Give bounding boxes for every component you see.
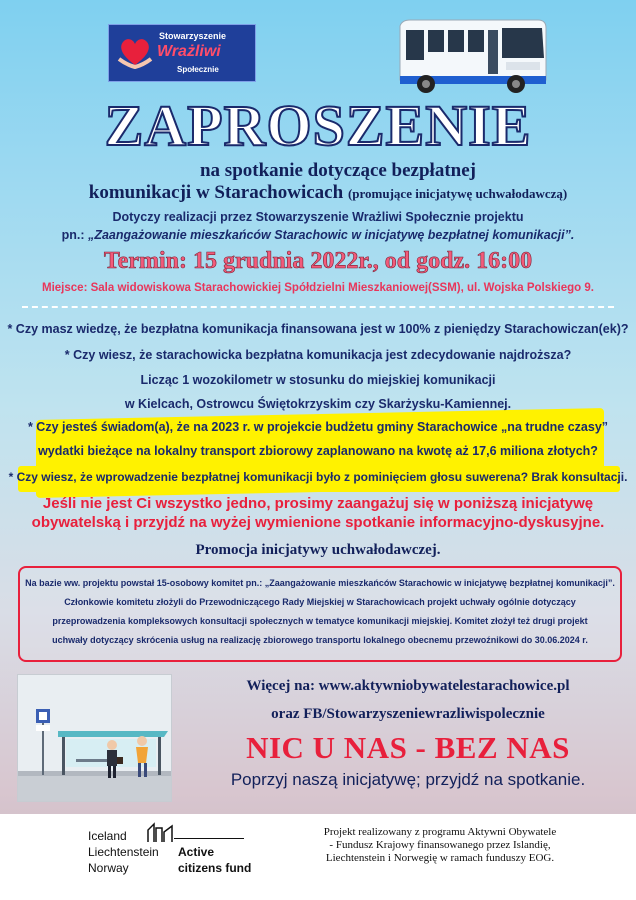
country-liechtenstein: Liechtenstein bbox=[88, 845, 159, 859]
project-line-2 bbox=[0, 228, 636, 242]
subtitle-main: komunikacji w Starachowicach bbox=[88, 182, 344, 203]
question-2-detail-2: w Kielcach, Ostrowcu Świętokrzyskim czy Skarżysku-Kamiennej. bbox=[124, 397, 512, 411]
box-line-3: przeprowadzenia kompleksowych konsultacji społecznych w tematyce komunikacji miejskiej. Komitet złożył też drugi projekt bbox=[52, 616, 588, 626]
funding-note-2: - Fundusz Krajowy finansowanego przez Islandię, bbox=[329, 839, 551, 851]
fund-line-1: Active bbox=[178, 845, 215, 859]
page-title: ZAPROSZENIE bbox=[104, 93, 532, 158]
subtitle-note: (promujące inicjatywę uchwałodawczą) bbox=[347, 186, 568, 201]
funding-note-1: Projekt realizowany z programu Aktywni Obywatele bbox=[323, 826, 557, 838]
fund-line-2: citizens fund bbox=[178, 861, 252, 875]
meeting-date: Termin: 15 grudnia 2022r., od godz. 16:00 bbox=[103, 248, 533, 274]
committee-info-box bbox=[18, 566, 622, 662]
box-line-4: uchwały dotyczący skrócenia usług na realizację zbiorowego transportu lokalnego obecnemu przewoźnikowi do 30.06.2024 r. bbox=[52, 635, 588, 645]
bus-stop-illustration bbox=[17, 674, 172, 802]
active-citizens-fund bbox=[178, 844, 251, 876]
bus-icon bbox=[396, 18, 548, 96]
project-line-1: Dotyczy realizacji przez Stowarzyszenie Wrażliwi Społecznie projektu bbox=[112, 210, 524, 224]
box-line-1: Na bazie ww. projektu powstał 15-osobowy komitet pn.: „Zaangażowanie mieszkańców Starachowic w inicjatywę bezpłatnej komunikacji”. bbox=[25, 578, 615, 588]
funding-note bbox=[290, 826, 590, 865]
logo-line-2: Wrażliwi bbox=[157, 43, 221, 60]
question-2-detail-1: Licząc 1 wozokilometr w stosunku do miejskiej komunikacji bbox=[140, 373, 496, 387]
eea-grants-icon bbox=[146, 822, 176, 844]
meeting-place: Miejsce: Sala widowiskowa Starachowickiej Spółdzielni Mieszkaniowej(SSM), ul. Wojska Polskiego 9. bbox=[42, 282, 594, 294]
website-link[interactable]: Więcej na: www.aktywniobywatelestarachowice.pl bbox=[246, 678, 570, 694]
appeal-line-2: obywatelską i przyjdź na wyżej wymienione spotkanie informacyjno-dyskusyjne. bbox=[31, 514, 605, 531]
project-name: „Zaangażowanie mieszkańców Starachowic w inicjatywę bezpłatnej komunikacji”. bbox=[88, 228, 575, 242]
box-line-2: Członkowie komitetu złożyli do Przewodniczącego Rady Miejskiej w Starachowicach projekt uchwały ogólnie dotyczący bbox=[64, 597, 576, 607]
logo-line-1: Stowarzyszenie bbox=[159, 31, 227, 41]
subtitle-line-1: na spotkanie dotyczące bezpłatnej bbox=[199, 160, 476, 181]
highlight-line-1: * Czy jesteś świadom(a), że na 2023 r. w projekcie budżetu gminy Starachowice „na trudne czasy” bbox=[27, 420, 609, 434]
promo-heading: Promocja inicjatywy uchwałodawczej. bbox=[195, 542, 441, 558]
question-1: * Czy masz wiedzę, że bezpłatna komunikacja finansowana jest w 100% z pieniędzy Starachowiczan(ek)? bbox=[7, 322, 629, 336]
country-iceland: Iceland bbox=[88, 829, 127, 843]
slogan: NIC U NAS - BEZ NAS bbox=[246, 730, 570, 765]
facebook-link[interactable]: oraz FB/Stowarzyszeniewrazliwispolecznie bbox=[271, 706, 545, 722]
bus-stop-icon bbox=[18, 675, 172, 802]
logo-divider-line bbox=[174, 838, 244, 839]
country-norway: Norway bbox=[88, 861, 129, 875]
question-2: * Czy wiesz, że starachowicka bezpłatna komunikacja jest zdecydowanie najdroższa? bbox=[64, 348, 572, 362]
association-logo bbox=[108, 24, 256, 82]
heart-hands-icon bbox=[117, 35, 153, 69]
highlight-line-3: * Czy wiesz, że wprowadzenie bezpłatnej komunikacji było z pominięciem głosu suwerena? Brak konsultacji. bbox=[8, 470, 628, 484]
footer bbox=[0, 814, 636, 900]
project-prefix: pn.: bbox=[61, 228, 85, 242]
logo-line-3: Społecznie bbox=[177, 65, 219, 74]
funding-note-3: Liechtenstein i Norwegię w ramach funduszy EOG. bbox=[325, 852, 555, 864]
tagline: Poprzyj naszą inicjatywę; przyjdź na spotkanie. bbox=[230, 770, 586, 789]
appeal-line-1: Jeśli nie jest Ci wszystko jedno, prosimy zaangażuj się w poniższą inicjatywę bbox=[42, 495, 594, 512]
dashed-divider bbox=[22, 306, 614, 308]
subtitle-line-2 bbox=[0, 182, 636, 204]
highlight-line-2: wydatki bieżące na lokalny transport zbiorowy zaplanowano na kwotę aż 17,6 miliona złotych? bbox=[38, 444, 598, 458]
